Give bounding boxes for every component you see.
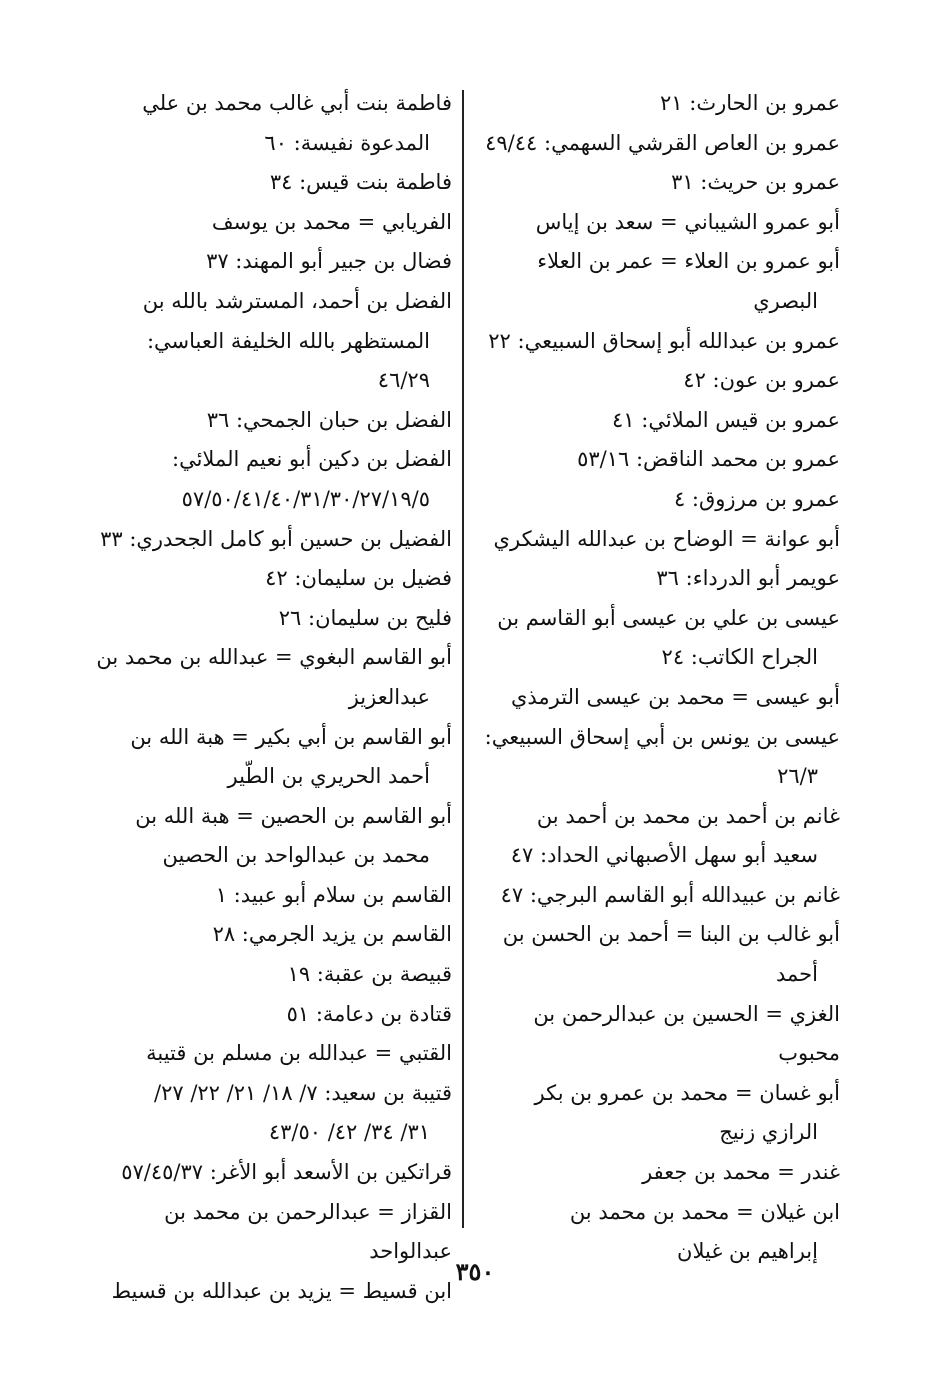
- index-entry: [470, 915, 840, 994]
- index-entry: [470, 480, 840, 520]
- entry-line: عمرو بن قيس الملائي: ٤١: [612, 407, 840, 432]
- index-entry: [90, 1153, 452, 1193]
- entry-line: عمرو بن العاص القرشي السهمي: ٤٩/٤٤: [485, 130, 840, 155]
- index-entry: [470, 322, 840, 362]
- entry-line: عويمر أبو الدرداء: ٣٦: [656, 566, 840, 591]
- entry-line: الفضل بن دكين أبو نعيم الملائي:: [172, 447, 452, 472]
- entry-line: عيسى بن علي بن عيسى أبو القاسم بن: [497, 605, 840, 630]
- entry-line: الفضيل بن حسين أبو كامل الجحدري: ٣٣: [100, 526, 452, 551]
- index-entry: [90, 440, 452, 519]
- entry-continuation: أحمد: [776, 962, 818, 987]
- entry-continuation: البصري: [753, 288, 818, 313]
- index-entry: [90, 638, 452, 717]
- entry-line: فضيل بن سليمان: ٤٢: [265, 566, 452, 591]
- index-entry: [90, 955, 452, 995]
- entry-line: قتيبة بن سعيد: ٧/ ١٨/ ٢١/ ٢٢/ ٢٧/: [154, 1080, 452, 1105]
- entry-continuation: عبدالعزيز: [348, 684, 430, 709]
- index-entry: [470, 678, 840, 718]
- entry-line: عمرو بن حريث: ٣١: [671, 170, 840, 195]
- entry-continuation: محمد بن عبدالواحد بن الحصين: [162, 843, 430, 868]
- index-entry: [470, 401, 840, 441]
- index-entry: [90, 876, 452, 916]
- index-entry: [470, 1074, 840, 1153]
- index-entry: [470, 520, 840, 560]
- entry-continuation: ٢٦/٣: [777, 764, 818, 789]
- page-number: ٣٥٠: [455, 1257, 495, 1286]
- entry-line: عمرو بن مرزوق: ٤: [673, 486, 840, 511]
- entry-line: القتبي = عبدالله بن مسلم بن قتيبة: [146, 1041, 452, 1066]
- index-entry: [470, 718, 840, 797]
- entry-continuation: المدعوة نفيسة: ٦٠: [264, 130, 430, 155]
- index-entry: [470, 124, 840, 164]
- index-entry: [90, 797, 452, 876]
- entry-line: القاسم بن سلام أبو عبيد: ١: [215, 882, 452, 907]
- index-column-left: [90, 84, 452, 1311]
- entry-line: الفريابي = محمد بن يوسف: [211, 209, 452, 234]
- entry-line: الفضل بن حبان الجمحي: ٣٦: [206, 407, 452, 432]
- index-entry: [90, 915, 452, 955]
- entry-line: أبو غالب بن البنا = أحمد بن الحسن بن: [502, 922, 840, 947]
- index-entry: [90, 599, 452, 639]
- index-entry: [90, 84, 452, 163]
- entry-line: عمرو بن الحارث: ٢١: [660, 91, 840, 115]
- entry-line: أبو غسان = محمد بن عمرو بن بكر: [534, 1080, 840, 1105]
- entry-line: ابن غيلان = محمد بن محمد بن: [569, 1199, 840, 1224]
- column-divider: [462, 90, 464, 1228]
- index-entry: [90, 1034, 452, 1074]
- entry-line: فليح بن سليمان: ٢٦: [278, 605, 452, 630]
- index-entry: [470, 876, 840, 916]
- entry-continuation: الرازي زنيج: [719, 1120, 818, 1145]
- index-entry: [90, 401, 452, 441]
- entry-line: عمرو بن محمد الناقض: ٥٣/١٦: [577, 447, 840, 472]
- entry-line: عمرو بن عبدالله أبو إسحاق السبيعي: ٢٢: [488, 328, 840, 353]
- entry-line: أبو القاسم البغوي = عبدالله بن محمد بن: [96, 645, 452, 670]
- entry-line: عيسى بن يونس بن أبي إسحاق السبيعي:: [484, 724, 840, 749]
- entry-line: فضال بن جبير أبو المهند: ٣٧: [206, 249, 452, 274]
- entry-continuation: الجراح الكاتب: ٢٤: [661, 645, 818, 670]
- entry-line: قراتكين بن الأسعد أبو الأغر: ٥٧/٤٥/٣٧: [121, 1160, 452, 1185]
- index-entry: [470, 203, 840, 243]
- index-entry: [90, 520, 452, 560]
- index-entry: [90, 995, 452, 1035]
- index-entry: [90, 163, 452, 203]
- entry-line: غانم بن عبيدالله أبو القاسم البرجي: ٤٧: [500, 882, 840, 907]
- entry-line: عمرو بن عون: ٤٢: [683, 368, 840, 393]
- index-entry: [90, 203, 452, 243]
- entry-line: أبو عمرو الشيباني = سعد بن إياس: [535, 209, 840, 234]
- index-entry: [90, 1074, 452, 1153]
- entry-line: ابن قسيط = يزيد بن عبدالله بن قسيط: [111, 1278, 452, 1303]
- index-entry: [470, 163, 840, 203]
- entry-line: الغزي = الحسين بن عبدالرحمن بن محبوب: [533, 1001, 840, 1066]
- index-entry: [470, 242, 840, 321]
- index-column-right: [470, 84, 840, 1272]
- entry-line: أبو عيسى = محمد بن عيسى الترمذي: [510, 684, 840, 709]
- index-entry: [90, 718, 452, 797]
- entry-line: أبو عمرو بن العلاء = عمر بن العلاء: [537, 249, 840, 274]
- index-entry: [470, 995, 840, 1074]
- index-entry: [90, 282, 452, 401]
- index-entry: [470, 361, 840, 401]
- index-entry: [470, 599, 840, 678]
- index-entry: [90, 559, 452, 599]
- entry-continuation: المستظهر بالله الخليفة العباسي: ٤٦/٢٩: [146, 328, 430, 393]
- entry-line: أبو عوانة = الوضاح بن عبدالله اليشكري: [493, 526, 840, 551]
- index-entry: [470, 797, 840, 876]
- index-entry: [470, 440, 840, 480]
- entry-continuation: سعيد أبو سهل الأصبهاني الحداد: ٤٧: [510, 843, 818, 868]
- entry-line: أبو القاسم بن الحصين = هبة الله بن: [135, 803, 452, 828]
- entry-continuation: أحمد الحريري بن الطّير: [227, 764, 430, 789]
- entry-line: فاطمة بنت أبي غالب محمد بن علي: [142, 91, 452, 115]
- entry-line: أبو القاسم بن أبي بكير = هبة الله بن: [130, 724, 452, 749]
- entry-line: القاسم بن يزيد الجرمي: ٢٨: [212, 922, 452, 947]
- entry-line: قتادة بن دعامة: ٥١: [286, 1001, 452, 1026]
- entry-line: قبيصة بن عقبة: ١٩: [287, 962, 452, 987]
- entry-continuation: ٥٧/٥٠/٤١/٤٠/٣١/٣٠/٢٧/١٩/٥: [181, 486, 430, 511]
- entry-line: غندر = محمد بن جعفر: [642, 1160, 840, 1185]
- entry-continuation: ٣١/ ٣٤/ ٤٢/ ٤٣/٥٠: [268, 1120, 430, 1145]
- entry-continuation: إبراهيم بن غيلان: [677, 1239, 818, 1264]
- entry-line: غانم بن أحمد بن محمد بن أحمد بن: [536, 803, 840, 828]
- index-entry: [470, 559, 840, 599]
- entry-line: فاطمة بنت قيس: ٣٤: [269, 170, 452, 195]
- index-entry: [470, 84, 840, 124]
- entry-line: القزاز = عبدالرحمن بن محمد بن عبدالواحد: [164, 1199, 452, 1264]
- entry-line: الفضل بن أحمد، المسترشد بالله بن: [142, 288, 452, 313]
- index-entry: [470, 1153, 840, 1193]
- index-entry: [90, 242, 452, 282]
